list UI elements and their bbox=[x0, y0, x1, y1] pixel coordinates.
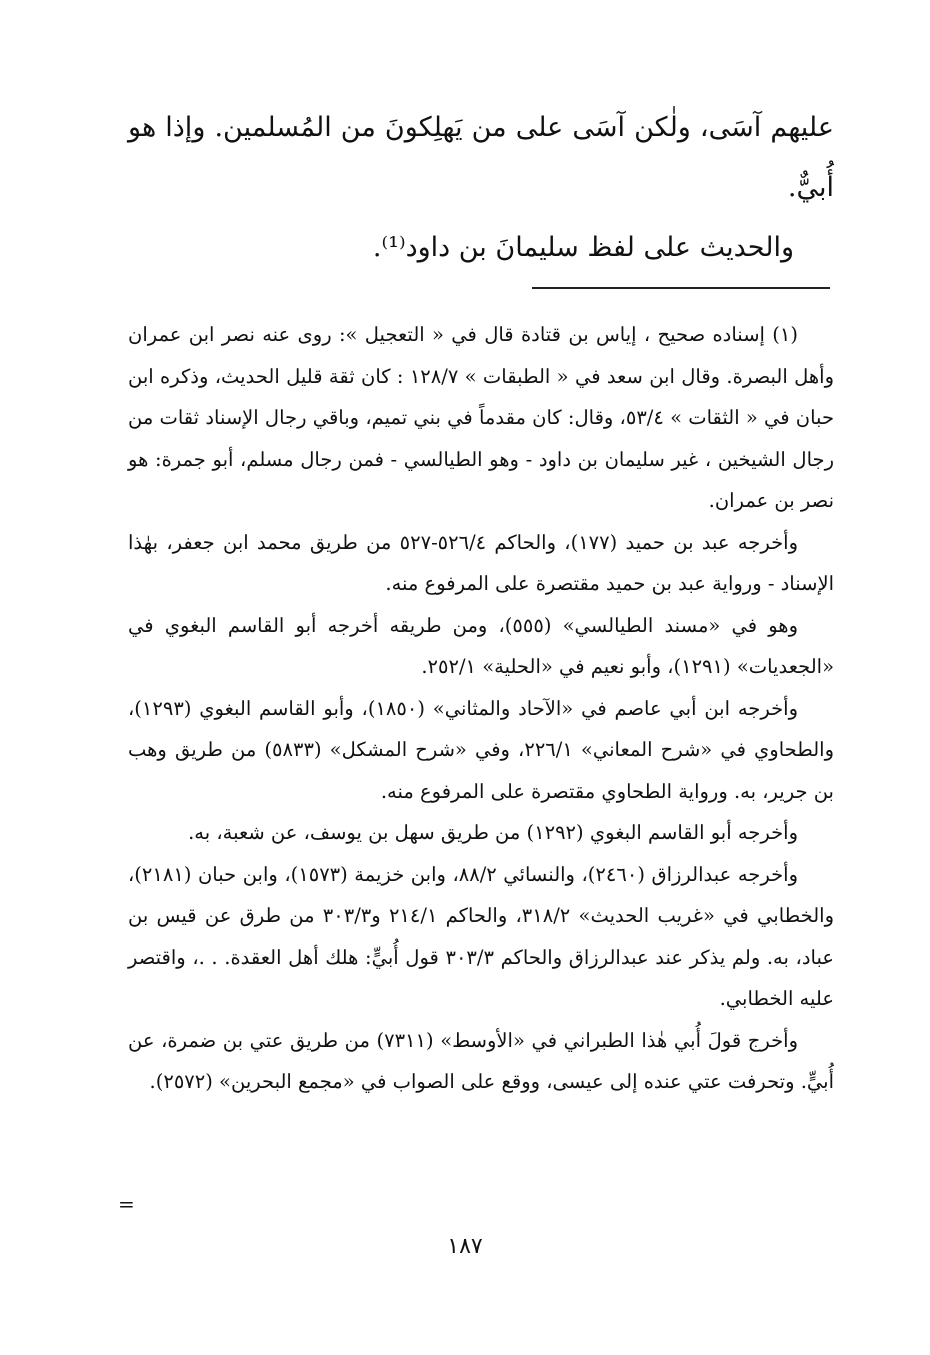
main-text bbox=[128, 98, 834, 278]
main-paragraph: عليهم آسَى، ولٰكن آسَى على من يَهلِكونَ من المُسلمين. وإذا هو أُبيٌّ. bbox=[128, 112, 834, 203]
continuation-mark: = bbox=[118, 1192, 135, 1216]
footnote-paragraph: وأخرجه عبد بن حميد (١٧٧)، والحاكم ٥٢٦/٤-٥٢٧ من طريق محمد ابن جعفر، بهٰذا الإسناد - ورواية عبد بن حميد مقتصرة على المرفوع منه. bbox=[128, 530, 834, 595]
footnote-paragraph: وأخرجه عبدالرزاق (٢٤٦٠)، والنسائي ٨٨/٢، وابن خزيمة (١٥٧٣)، وابن حبان (٢١٨١)، والخطابي في «غريب الحديث» ٣١٨/٢، والحاكم ٢١٤/١ و٣٠٣/٣ من طرق عن قيس بن عباد، به. ولم يذكر عند عبدالرزاق والحاكم ٣٠٣/٣ قول أُبيٍّ: هلك أهل العقدة. . .، واقتصر عليه الخطابي. bbox=[128, 862, 834, 1010]
footnote-paragraph: وأخرجه ابن أبي عاصم في «الآحاد والمثاني» (١٨٥٠)، وأبو القاسم البغوي (١٢٩٣)، والطحاوي في «شرح المعاني» ٢٢٦/١، وفي «شرح المشكل» (٥٨٣٣) من طريق وهب بن جرير، به. ورواية الطحاوي مقتصرة على المرفوع منه. bbox=[128, 696, 834, 803]
footnote-paragraph: وهو في «مسند الطيالسي» (٥٥٥)، ومن طريقه أخرجه أبو القاسم البغوي في «الجعديات» (١٢٩١)، وأبو نعيم في «الحلية» ٢٥٢/١. bbox=[128, 613, 834, 678]
footnote-paragraph: وأخرجه أبو القاسم البغوي (١٢٩٢) من طريق سهل بن يوسف، عن شعبة، به. bbox=[188, 821, 798, 844]
page-number: ١٨٧ bbox=[447, 1234, 483, 1259]
footnote-divider bbox=[532, 287, 830, 289]
footnote-paragraph: (١) إسناده صحيح ، إياس بن قتادة قال في « التعجيل »: روى عنه نصر ابن عمران وأهل البصرة. وقال ابن سعد في « الطبقات » ١٢٨/٧ : كان ثقة قليل الحديث، وذكره ابن حبان في « الثقات » ٥٣/٤، وقال: كان مقدماً في بني تميم، وباقي رجال الإسناد ثقات من رجال الشيخين ، غير سليمان بن داود - وهو الطيالسي - فمن رجال مسلم، أبو جمرة: هو نصر بن عمران. bbox=[128, 323, 834, 512]
footnote-paragraph: وأخرج قولَ أُبي هٰذا الطبراني في «الأوسط» (٧٣١١) من طريق عتي بن ضمرة، عن أُبيٍّ. وتحرفت عتي عنده إلى عيسى، ووقع على الصواب في «مجمع البحرين» (٢٥٧٢). bbox=[128, 1028, 834, 1093]
main-paragraph: والحديث على لفظ سليمانَ بن داود⁽¹⁾. bbox=[372, 232, 794, 263]
footnotes bbox=[128, 314, 834, 1103]
